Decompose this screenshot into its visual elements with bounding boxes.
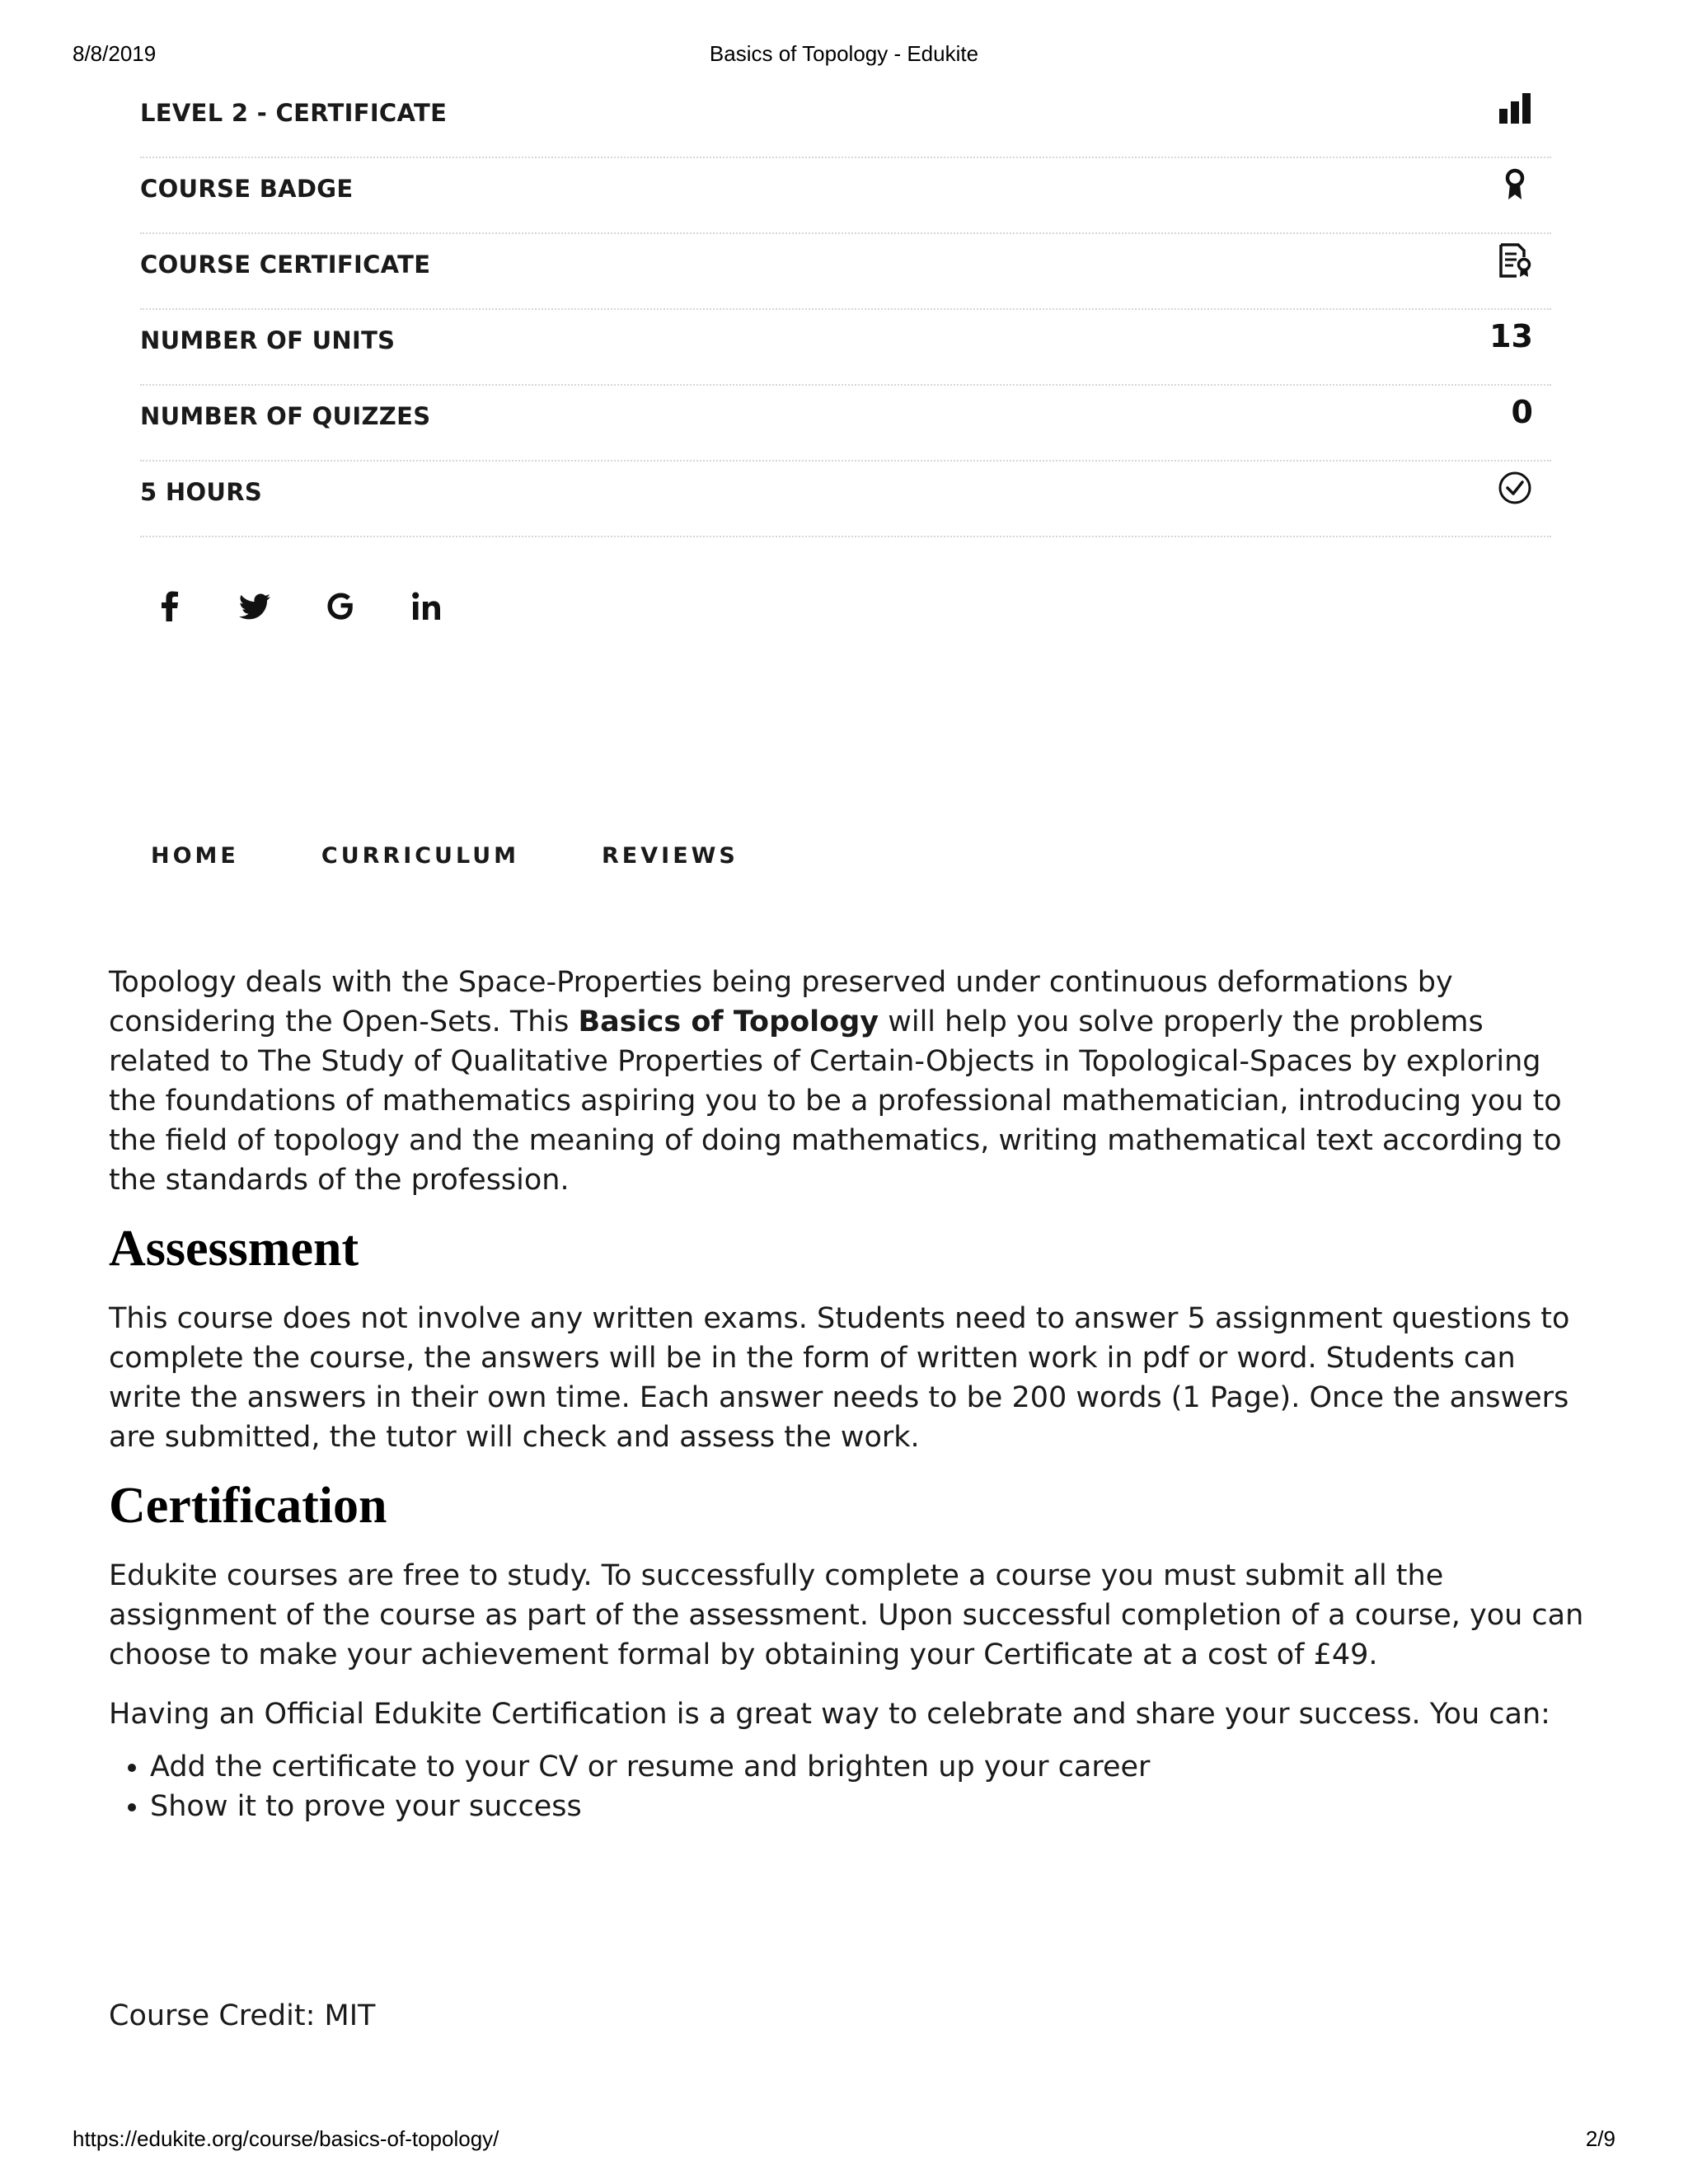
certification-benefits-list	[109, 1747, 1584, 1826]
meta-row-level	[140, 82, 1551, 158]
assessment-heading: Assessment	[109, 1221, 359, 1277]
meta-label: NUMBER OF UNITS	[140, 326, 396, 354]
intro-paragraph	[109, 963, 1584, 1200]
certificate-icon	[1497, 242, 1533, 279]
clock-check-icon	[1497, 470, 1533, 506]
google-icon[interactable]	[320, 585, 363, 628]
page-number: 2/9	[1585, 2126, 1615, 2151]
course-meta-list	[140, 82, 1551, 537]
share-buttons	[148, 585, 448, 628]
meta-label: LEVEL 2 - CERTIFICATE	[140, 99, 448, 127]
course-name-emphasis: Basics of Topology	[578, 1005, 879, 1038]
meta-label: COURSE BADGE	[140, 175, 354, 203]
certification-heading: Certification	[109, 1478, 387, 1534]
tab-curriculum[interactable]: CURRICULUM	[321, 843, 520, 869]
course-tabs	[151, 843, 821, 869]
print-page-title: Basics of Topology - Edukite	[709, 41, 979, 66]
intro-text-end: will help you solve properly the problems related to The Study of Qualitative Properties of Certain-Objects in Topological-Spaces by exploring the foundations of mathematics aspiring you to be a professional mathematician, introducing you to the field of topology and the meaning of doing mathematics, writing mathematical text according to the standards of the profession.	[109, 1005, 1562, 1197]
meta-row-units	[140, 310, 1551, 386]
tab-reviews[interactable]: REVIEWS	[602, 843, 738, 869]
intro-text-start: Topology deals with the Space-Properties being preserved under continuous deformations by considering the Open-Sets. This	[109, 966, 1453, 1038]
print-date: 8/8/2019	[73, 41, 157, 66]
meta-label: COURSE CERTIFICATE	[140, 251, 431, 279]
meta-row-quizzes	[140, 386, 1551, 462]
twitter-icon[interactable]	[234, 585, 277, 628]
linkedin-icon[interactable]	[406, 585, 448, 628]
badge-icon	[1497, 166, 1533, 203]
meta-label: 5 HOURS	[140, 478, 263, 506]
meta-label: NUMBER OF QUIZZES	[140, 402, 431, 430]
course-description	[109, 963, 1584, 1826]
print-url: https://edukite.org/course/basics-of-topology/	[73, 2126, 499, 2151]
assessment-paragraph: This course does not involve any written exams. Students need to answer 5 assignment questions to complete the course, the answers will be in the form of written work in pdf or word. Students can write the answers in their own time. Each answer needs to be 200 words (1 Page). Once the answers are submitted, the tutor will check and assess the work.	[109, 1302, 1570, 1454]
certification-paragraph: Edukite courses are free to study. To successfully complete a course you must submit all the assignment of the course as part of the assessment. Upon successful completion of a course, you can choose to make your achievement formal by obtaining your Certificate at a cost of £49.	[109, 1559, 1584, 1671]
list-item: • Show it to prove your success	[150, 1787, 1584, 1826]
list-item: • Add the certificate to your CV or resume and brighten up your career	[150, 1747, 1584, 1787]
units-count: 13	[1489, 318, 1533, 354]
meta-row-badge	[140, 158, 1551, 234]
bar-chart-icon	[1497, 91, 1533, 127]
certification-benefits-intro: Having an Official Edukite Certification is a great way to celebrate and share your success. You can:	[109, 1698, 1550, 1731]
facebook-icon[interactable]	[148, 585, 191, 628]
tab-home[interactable]: HOME	[151, 843, 239, 869]
course-credit: Course Credit: MIT	[109, 1999, 376, 2032]
meta-row-certificate	[140, 234, 1551, 310]
meta-row-duration	[140, 462, 1551, 537]
quizzes-count: 0	[1511, 394, 1533, 430]
